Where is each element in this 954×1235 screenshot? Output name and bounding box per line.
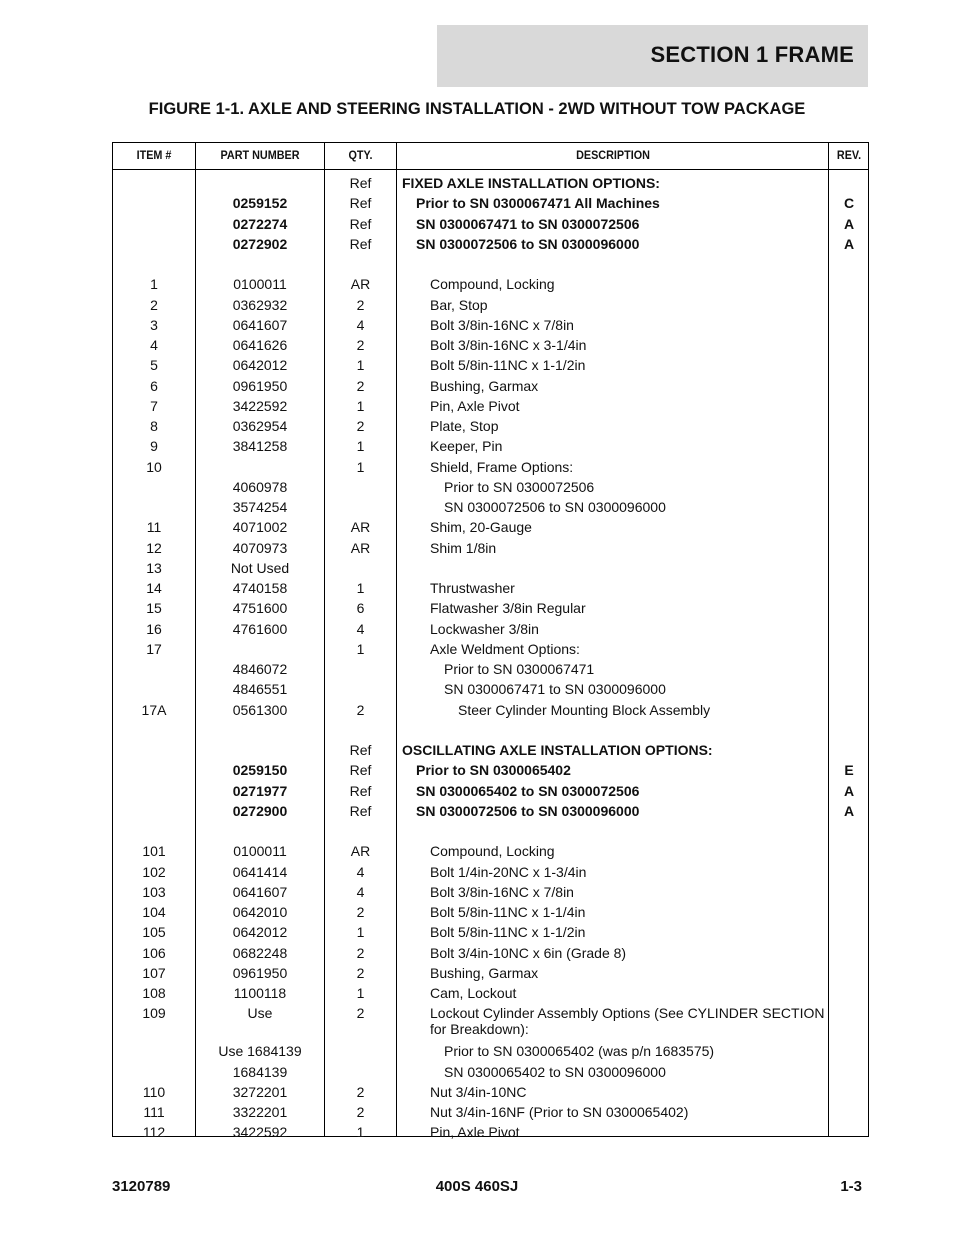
table-row <box>113 317 870 337</box>
quantity: 2 <box>356 1083 365 1100</box>
quantity: 2 <box>356 701 365 718</box>
description: Compound, Locking <box>430 843 555 860</box>
part-number: 0259152 <box>232 195 288 212</box>
part-number: 0641626 <box>232 337 288 353</box>
table-row <box>113 195 870 215</box>
table-row <box>113 783 870 803</box>
quantity: 1 <box>356 458 365 475</box>
quantity: Ref <box>349 762 372 779</box>
item-number: 12 <box>146 539 162 556</box>
table-row <box>113 864 870 884</box>
table-row <box>113 742 870 762</box>
item-number: 108 <box>142 985 166 1001</box>
item-number: 105 <box>142 924 166 941</box>
table-row <box>113 945 870 965</box>
table-row <box>113 459 870 479</box>
revision: A <box>843 235 855 252</box>
description: Axle Weldment Options: <box>430 640 580 657</box>
table-row <box>113 600 870 620</box>
description: Bolt 3/8in-16NC x 7/8in <box>430 883 574 900</box>
part-number: 3422592 <box>232 1124 288 1141</box>
part-number: 0259150 <box>232 762 288 779</box>
table-row <box>113 1104 870 1124</box>
description: Shim 1/8in <box>430 539 497 556</box>
description: FIXED AXLE INSTALLATION OPTIONS: <box>402 175 660 191</box>
table-row <box>113 702 870 722</box>
item-number: 10 <box>146 458 162 475</box>
description: Lockout Cylinder Assembly Options (See CYLINDER SECTION for Breakdown): <box>430 1005 825 1038</box>
part-number: 3574254 <box>232 499 288 515</box>
description: SN 0300067471 to SN 0300096000 <box>444 681 666 698</box>
item-number: 107 <box>142 964 166 981</box>
description: SN 0300067471 to SN 0300072506 <box>416 215 640 232</box>
quantity: 4 <box>356 863 365 880</box>
quantity: 2 <box>356 944 365 961</box>
table-row <box>113 904 870 924</box>
table-row <box>113 1005 870 1043</box>
description: Nut 3/4in-16NF (Prior to SN 0300065402) <box>430 1104 689 1120</box>
description: SN 0300072506 to SN 0300096000 <box>444 499 666 515</box>
quantity: 2 <box>356 1005 365 1022</box>
header-qty: QTY. <box>348 148 373 162</box>
item-number: 4 <box>150 337 158 353</box>
description: SN 0300065402 to SN 0300072506 <box>416 782 640 799</box>
item-number: 102 <box>142 863 166 880</box>
section-banner <box>437 25 868 87</box>
table-row <box>113 560 870 580</box>
part-number: 4761600 <box>232 620 288 637</box>
description: Bar, Stop <box>430 296 488 313</box>
description: OSCILLATING AXLE INSTALLATION OPTIONS: <box>402 742 713 758</box>
quantity: 4 <box>356 620 365 637</box>
part-number: 3841258 <box>232 438 288 455</box>
quantity: 4 <box>356 316 365 333</box>
footer-doc-number: 3120789 <box>112 1178 171 1195</box>
quantity: Ref <box>349 175 372 191</box>
part-number: 0642012 <box>232 357 288 374</box>
table-row <box>113 1043 870 1063</box>
description: Cam, Lockout <box>430 985 517 1001</box>
item-number: 13 <box>146 559 162 576</box>
item-number: 2 <box>150 296 158 313</box>
part-number: Not Used <box>230 559 290 576</box>
part-number: 0642012 <box>232 924 288 941</box>
part-number: 4740158 <box>232 580 288 596</box>
section-title: SECTION 1 FRAME <box>650 42 854 67</box>
part-number: 0641607 <box>232 316 288 333</box>
description: SN 0300072506 to SN 0300096000 <box>416 235 640 252</box>
quantity: Ref <box>349 782 372 799</box>
description: Bolt 5/8in-11NC x 1-1/4in <box>430 904 586 920</box>
part-number: 4846072 <box>232 661 288 677</box>
description: Prior to SN 0300067471 All Machines <box>416 195 660 212</box>
quantity: 1 <box>356 1124 365 1141</box>
table-row <box>113 661 870 681</box>
part-number: 0100011 <box>233 276 287 293</box>
part-number: 4071002 <box>232 519 288 536</box>
table-row <box>113 398 870 418</box>
header-item: ITEM # <box>136 148 172 162</box>
item-number: 104 <box>142 904 166 920</box>
description: Compound, Locking <box>430 276 555 293</box>
item-number: 9 <box>150 438 158 455</box>
revision: C <box>843 195 855 212</box>
revision: E <box>844 762 854 779</box>
quantity: 2 <box>356 418 365 434</box>
quantity: 2 <box>356 377 365 394</box>
part-number: 0641414 <box>232 863 288 880</box>
part-number: Use <box>247 1005 273 1022</box>
part-number: 0961950 <box>232 377 288 394</box>
part-number: 1684139 <box>232 1063 288 1080</box>
description: Nut 3/4in-10NC <box>430 1083 527 1100</box>
quantity: 1 <box>356 580 365 596</box>
table-row <box>113 985 870 1005</box>
item-number: 6 <box>150 377 158 394</box>
part-number: 0961950 <box>232 964 288 981</box>
revision: A <box>843 802 855 819</box>
description: Plate, Stop <box>430 418 499 434</box>
part-number: 0272902 <box>232 235 288 252</box>
part-number: 4070973 <box>232 539 288 556</box>
revision: A <box>843 215 855 232</box>
table-row <box>113 1124 870 1144</box>
description: Bolt 3/8in-16NC x 3-1/4in <box>430 337 587 353</box>
quantity: Ref <box>349 742 372 758</box>
item-number: 7 <box>150 397 158 414</box>
description: Flatwasher 3/8in Regular <box>430 600 586 617</box>
description: Prior to SN 0300067471 <box>444 661 595 677</box>
item-number: 14 <box>146 580 162 596</box>
quantity: 1 <box>356 357 365 374</box>
table-row <box>113 540 870 560</box>
table-row <box>113 276 870 296</box>
table-row <box>113 479 870 499</box>
part-number: 0682248 <box>232 944 288 961</box>
quantity: 2 <box>356 904 365 920</box>
quantity: 6 <box>356 600 365 617</box>
table-row <box>113 722 870 742</box>
table-row <box>113 803 870 823</box>
description: Pin, Axle Pivot <box>430 1124 520 1141</box>
description: SN 0300072506 to SN 0300096000 <box>416 802 640 819</box>
header-part-number: PART NUMBER <box>220 148 300 162</box>
description: Bushing, Garmax <box>430 964 539 981</box>
description: Pin, Axle Pivot <box>430 397 520 414</box>
quantity: AR <box>350 276 371 293</box>
table-row <box>113 1064 870 1084</box>
part-number: 0271977 <box>232 782 288 799</box>
part-number: 0272274 <box>232 215 288 232</box>
table-row <box>113 681 870 701</box>
item-number: 5 <box>150 357 158 374</box>
item-number: 112 <box>142 1124 166 1141</box>
description: Steer Cylinder Mounting Block Assembly <box>458 701 711 718</box>
revision: A <box>843 782 855 799</box>
table-row <box>113 884 870 904</box>
table-row <box>113 256 870 276</box>
table-row <box>113 762 870 782</box>
table-row <box>113 297 870 317</box>
table-row <box>113 1084 870 1104</box>
item-number: 8 <box>150 418 158 434</box>
part-number: 4751600 <box>232 600 288 617</box>
quantity: 1 <box>356 985 365 1001</box>
part-number: 0641607 <box>232 883 288 900</box>
quantity: 2 <box>356 296 365 313</box>
item-number: 3 <box>150 316 158 333</box>
table-row <box>113 236 870 256</box>
header-divider <box>113 169 868 170</box>
table-row <box>113 580 870 600</box>
footer-page-number: 1-3 <box>840 1178 862 1195</box>
item-number: 103 <box>142 883 166 900</box>
item-number: 17 <box>146 640 162 657</box>
table-row <box>113 175 870 195</box>
table-row <box>113 965 870 985</box>
table-row <box>113 621 870 641</box>
description: Bolt 5/8in-11NC x 1-1/2in <box>430 924 586 941</box>
part-number: 4060978 <box>232 478 288 495</box>
description: Prior to SN 0300065402 (was p/n 1683575) <box>444 1043 715 1060</box>
item-number: 11 <box>146 519 162 536</box>
parts-table <box>112 142 869 1141</box>
table-row <box>113 418 870 438</box>
figure-title: FIGURE 1-1. AXLE AND STEERING INSTALLATION - 2WD WITHOUT TOW PACKAGE <box>148 100 806 118</box>
table-row <box>113 924 870 944</box>
item-number: 15 <box>146 600 162 617</box>
description: SN 0300065402 to SN 0300096000 <box>444 1063 666 1080</box>
part-number: 3272201 <box>232 1083 288 1100</box>
part-number: 1100118 <box>233 985 287 1001</box>
table-row <box>113 843 870 863</box>
table-row <box>113 499 870 519</box>
table-row <box>113 337 870 357</box>
item-number: 111 <box>143 1104 165 1120</box>
description: Bolt 3/4in-10NC x 6in (Grade 8) <box>430 944 627 961</box>
part-number: 0642010 <box>232 904 288 920</box>
item-number: 16 <box>146 620 162 637</box>
table-row <box>113 438 870 458</box>
quantity: 1 <box>356 438 365 455</box>
description: Bushing, Garmax <box>430 377 539 394</box>
table-row <box>113 519 870 539</box>
quantity: AR <box>350 539 371 556</box>
description: Thrustwasher <box>430 580 515 596</box>
quantity: AR <box>350 519 371 536</box>
description: Shim, 20-Gauge <box>430 519 532 536</box>
table-row <box>113 357 870 377</box>
item-number: 17A <box>141 701 167 718</box>
description: Bolt 1/4in-20NC x 1-3/4in <box>430 863 587 880</box>
item-number: 101 <box>142 843 166 860</box>
description: Prior to SN 0300072506 <box>444 478 595 495</box>
description: Bolt 5/8in-11NC x 1-1/2in <box>430 357 586 374</box>
part-number: Use 1684139 <box>218 1043 302 1060</box>
quantity: 2 <box>356 337 365 353</box>
part-number: 3322201 <box>232 1104 288 1120</box>
description: Keeper, Pin <box>430 438 503 455</box>
description: Prior to SN 0300065402 <box>416 762 571 779</box>
item-number: 109 <box>142 1005 166 1022</box>
part-number: 0362932 <box>232 296 288 313</box>
quantity: 2 <box>356 1104 365 1120</box>
header-description: DESCRIPTION <box>576 148 650 162</box>
table-row <box>113 641 870 661</box>
description: Shield, Frame Options: <box>430 458 574 475</box>
table-row <box>113 216 870 236</box>
footer-model: 400S 460SJ <box>435 1178 519 1195</box>
quantity: 1 <box>356 397 365 414</box>
part-number: 0362954 <box>232 418 288 434</box>
item-number: 1 <box>150 276 158 293</box>
part-number: 0100011 <box>233 843 287 860</box>
quantity: 4 <box>356 883 365 900</box>
item-number: 106 <box>142 944 166 961</box>
quantity: Ref <box>349 195 372 212</box>
table-row <box>113 378 870 398</box>
quantity: 1 <box>356 640 365 657</box>
quantity: 2 <box>356 964 365 981</box>
quantity: Ref <box>349 235 372 252</box>
quantity: Ref <box>349 215 372 232</box>
quantity: 1 <box>356 924 365 941</box>
quantity: AR <box>350 843 371 860</box>
description: Lockwasher 3/8in <box>430 620 539 637</box>
header-rev: REV. <box>836 148 862 162</box>
table-row <box>113 823 870 843</box>
part-number: 4846551 <box>232 681 288 698</box>
part-number: 0272900 <box>232 802 288 819</box>
description: Bolt 3/8in-16NC x 7/8in <box>430 316 574 333</box>
part-number: 3422592 <box>232 397 288 414</box>
quantity: Ref <box>349 802 372 819</box>
part-number: 0561300 <box>232 701 288 718</box>
item-number: 110 <box>142 1083 166 1100</box>
